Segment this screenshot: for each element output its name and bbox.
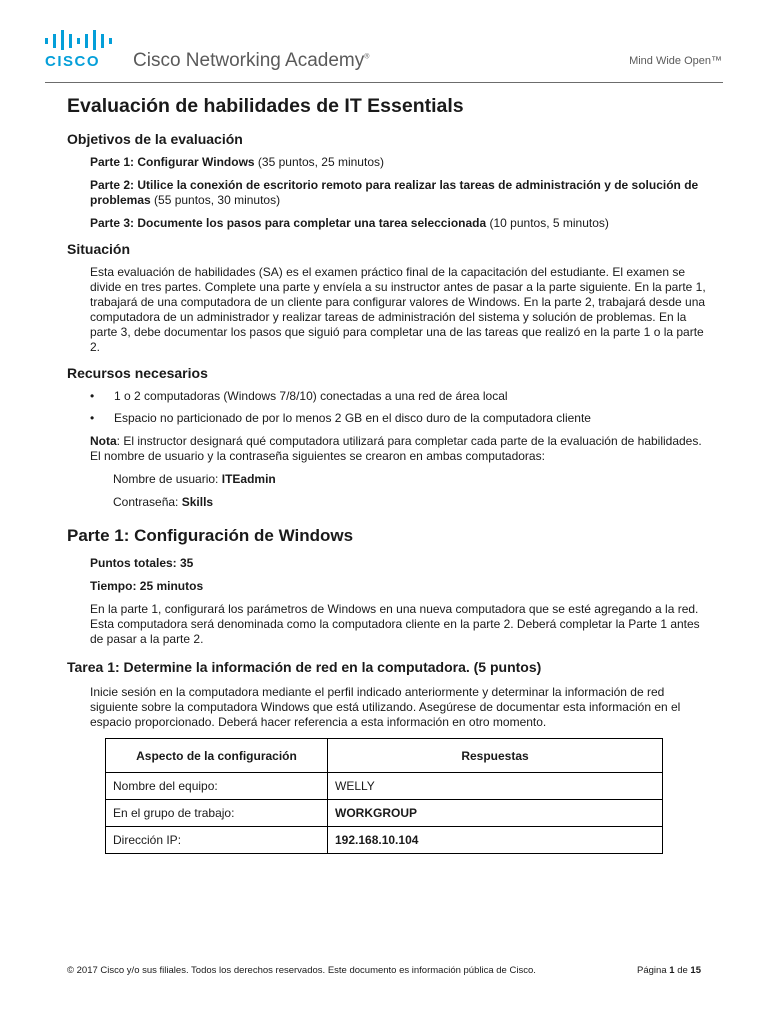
academy-name: Cisco Networking Academy® [133, 50, 370, 71]
column-header: Respuestas [328, 739, 663, 773]
list-item: • 1 o 2 computadoras (Windows 7/8/10) conectadas a una red de área local [90, 389, 707, 404]
part1-points: Puntos totales: 35 [90, 556, 194, 570]
resources-list [90, 389, 707, 426]
document-title: Evaluación de habilidades de IT Essentials [67, 95, 464, 117]
header-divider [45, 82, 723, 83]
table-row [106, 773, 663, 800]
objective-part-3: Parte 3: Documente los pasos para completar una tarea seleccionada (10 puntos, 5 minutos) [90, 216, 609, 230]
document-body [67, 95, 707, 854]
network-info-table [105, 738, 663, 854]
answer-cell[interactable]: 192.168.10.104 [328, 827, 663, 854]
situation-heading: Situación [67, 241, 131, 257]
table-row [106, 800, 663, 827]
answer-cell[interactable]: WELLY [328, 773, 663, 800]
table-header-row [106, 739, 663, 773]
answer-cell[interactable]: WORKGROUP [328, 800, 663, 827]
objective-part-1: Parte 1: Configurar Windows (35 puntos, 25 minutos) [90, 155, 384, 169]
objectives-heading: Objetivos de la evaluación [67, 131, 243, 147]
cisco-wordmark: CISCO [45, 53, 101, 70]
objective-part-2: Parte 2: Utilice la conexión de escritorio remoto para realizar las tareas de administración y de solución de problemas (55 puntos, 30 minutos) [90, 178, 699, 207]
column-header: Aspecto de la configuración [106, 739, 328, 773]
table-row [106, 827, 663, 854]
list-item: • Espacio no particionado de por lo menos 2 GB en el disco duro de la computadora cliente [90, 411, 707, 426]
page-header [0, 0, 768, 90]
table-cell: Nombre del equipo: [106, 773, 328, 800]
task1-text: Inicie sesión en la computadora mediante el perfil indicado anteriormente y determinar la información de red siguiente sobre la computadora Windows que está utilizando. Asegúrese de documentar esta información en el espacio proporcionado. Deberá hacer referencia a esta información en otro momento. [90, 685, 681, 729]
table-cell: Dirección IP: [106, 827, 328, 854]
table-cell: En el grupo de trabajo: [106, 800, 328, 827]
cisco-logo-bars-icon [45, 30, 113, 50]
task1-heading: Tarea 1: Determine la información de red en la computadora. (5 puntos) [67, 659, 542, 675]
password-line: Contraseña: Skills [113, 495, 214, 509]
page-number: Página 1 de 15 [637, 965, 701, 976]
note-text: Nota: El instructor designará qué computadora utilizará para completar cada parte de la evaluación de habilidades. El nombre de usuario y la contraseña siguientes se crearon en ambas computadoras: [90, 434, 702, 463]
part1-heading: Parte 1: Configuración de Windows [67, 526, 354, 545]
resources-heading: Recursos necesarios [67, 365, 208, 381]
part1-text: En la parte 1, configurará los parámetros de Windows en una nueva computadora que se esté agregando a la red. Esta computadora será denominada como la computadora cliente en la parte 2. Deberá completar la Parte 1 antes de pasar a la parte 2. [90, 602, 700, 646]
tagline: Mind Wide Open™ [629, 55, 722, 67]
copyright-text: © 2017 Cisco y/o sus filiales. Todos los derechos reservados. Este documento es información pública de Cisco. [67, 965, 536, 976]
situation-text: Esta evaluación de habilidades (SA) es el examen práctico final de la capacitación del estudiante. El examen se divide en tres partes. Complete una parte y envíela a su instructor antes de pasar a la parte siguiente. En la parte 1, trabajará de una computadora de un cliente para configurar valores de Windows. En la parte 2, trabajará desde una computadora de un administrador y realizar tareas de administración del sistema y solución de problemas. En la parte 3, debe documentar los pasos que siguió para completar una de las tareas que realizó en la parte 1 o la parte 2. [90, 265, 706, 354]
username-line: Nombre de usuario: ITEadmin [113, 472, 276, 486]
part1-time: Tiempo: 25 minutos [90, 579, 204, 593]
